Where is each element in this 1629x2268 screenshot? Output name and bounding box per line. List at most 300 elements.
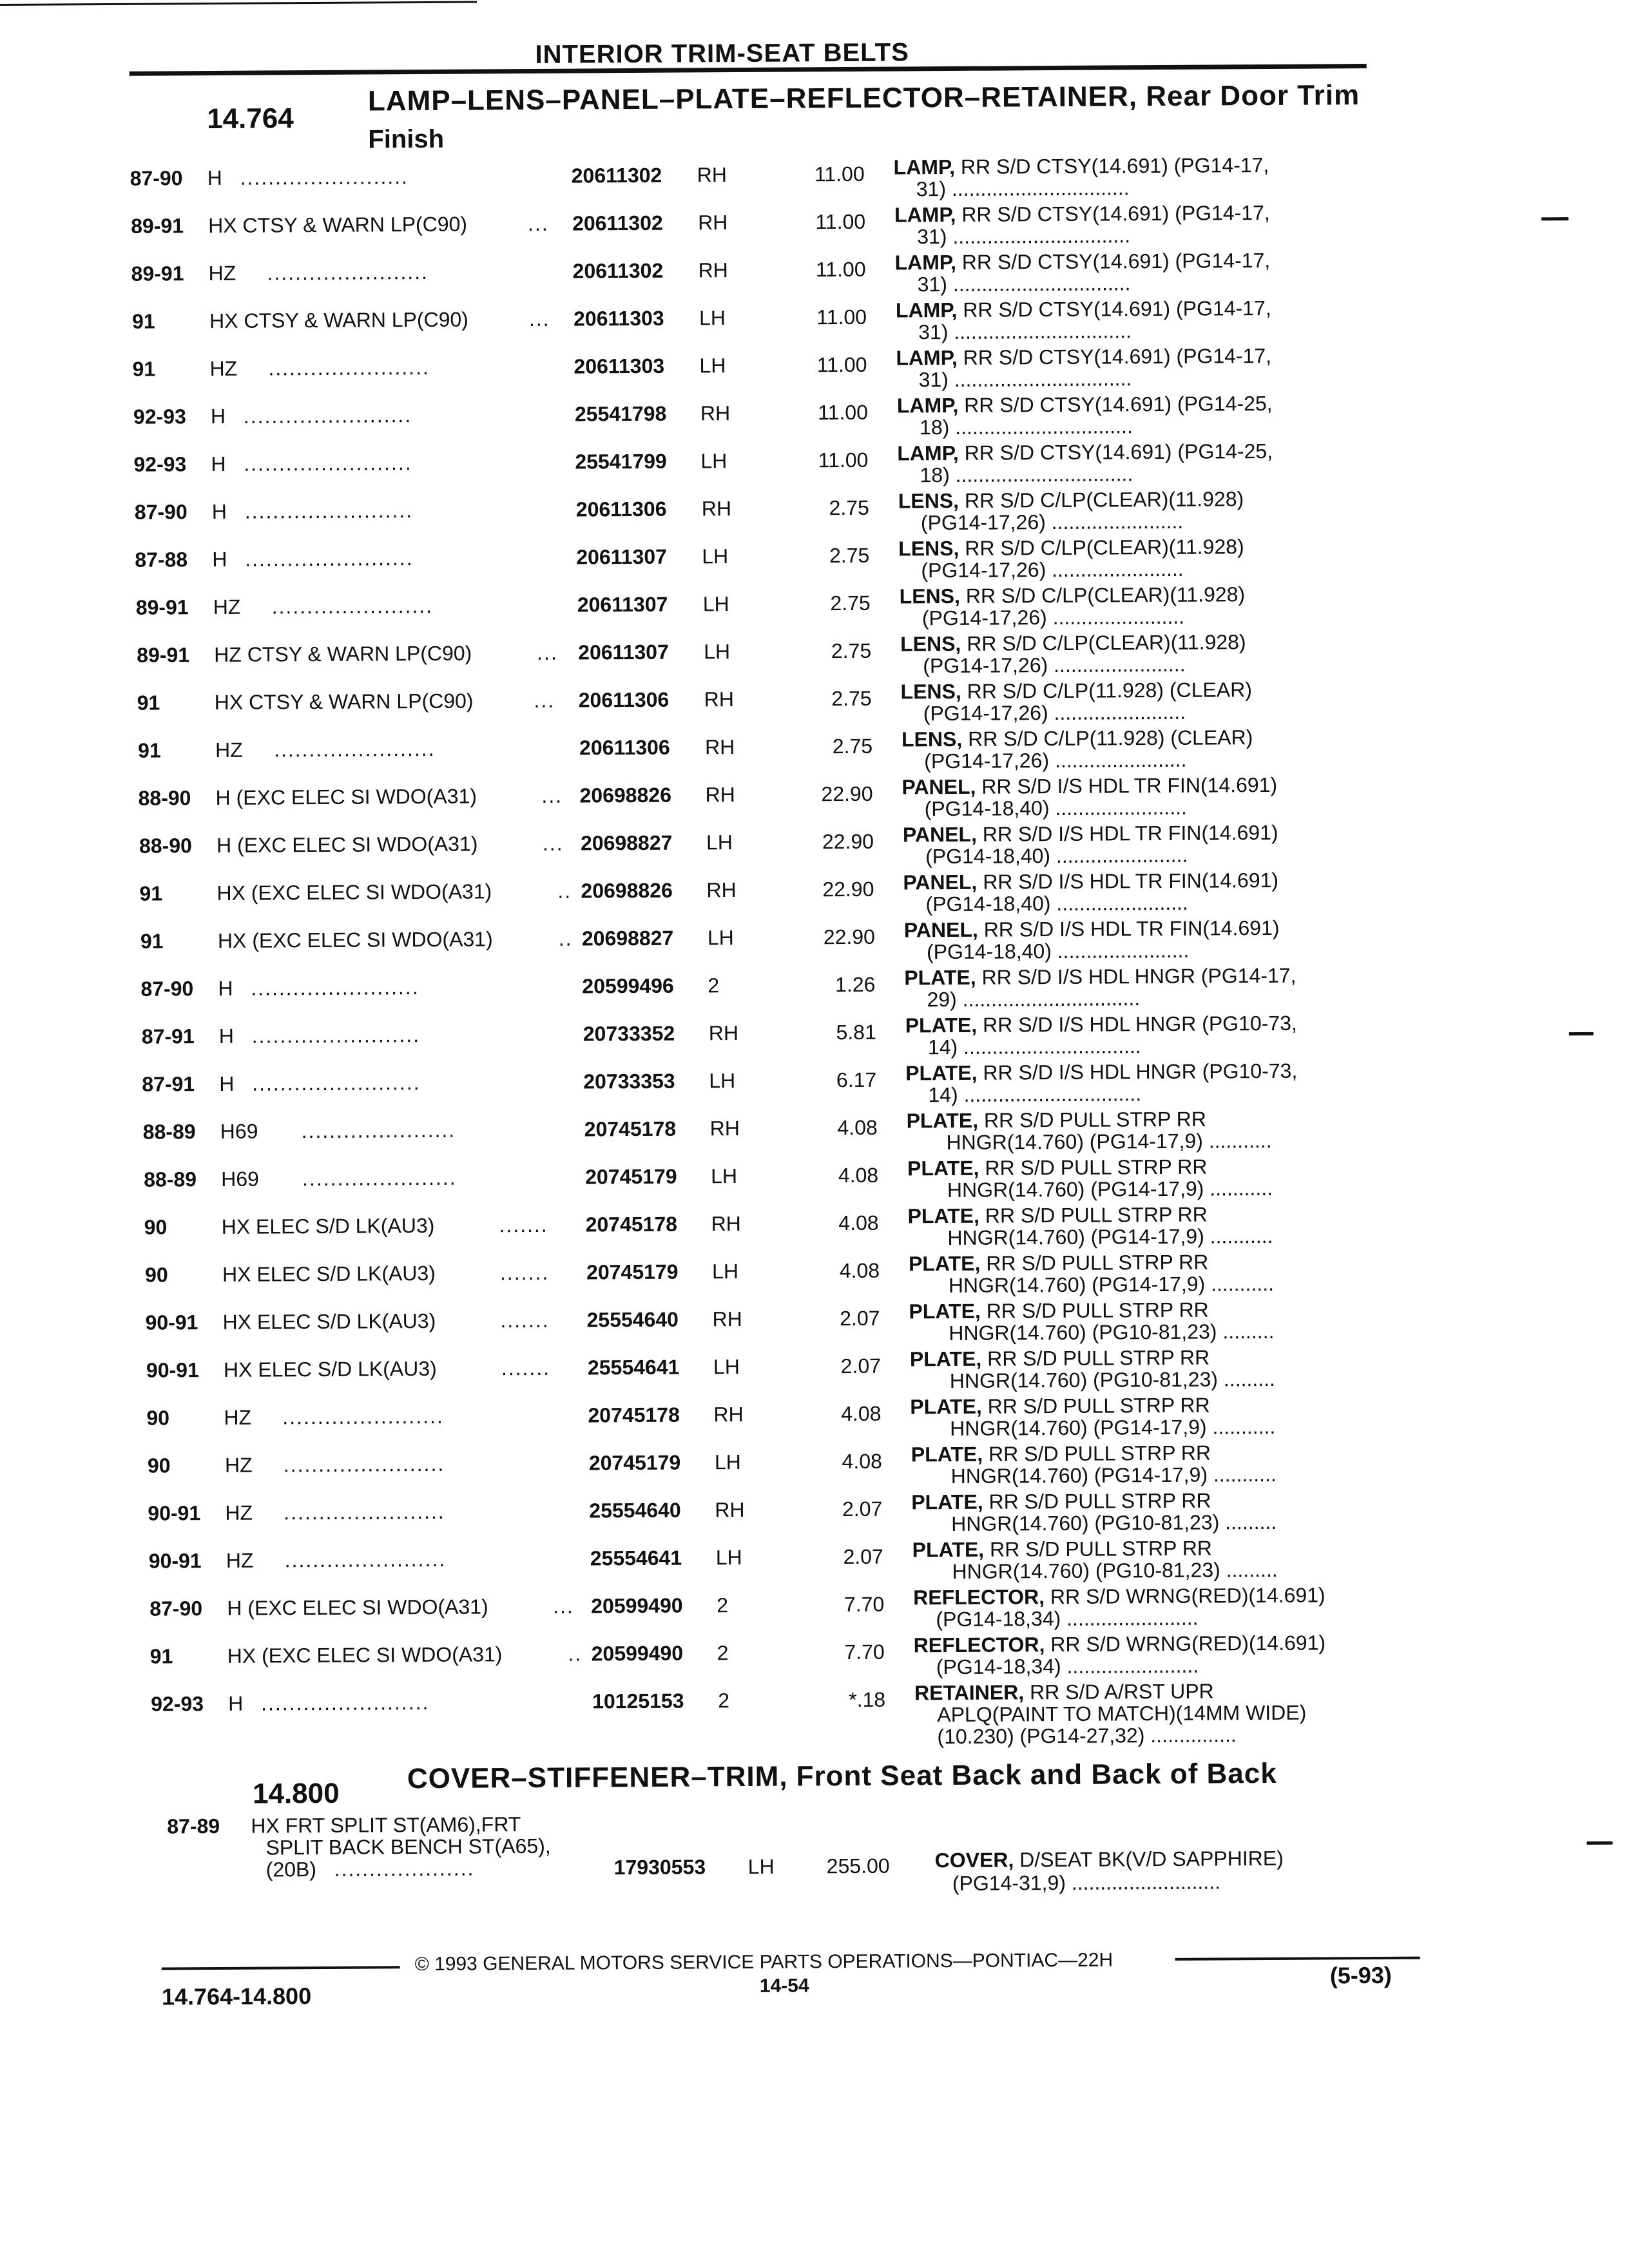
parts-row <box>7 1200 1629 1256</box>
price: 2.75 <box>830 591 871 615</box>
parts-row <box>6 962 1629 1018</box>
model-code: HX CTSY & WARN LP(C90) <box>209 307 469 333</box>
description-text: RR S/D PULL STRP RR <box>983 1441 1211 1466</box>
parts-row <box>6 914 1629 970</box>
parts-row <box>10 1534 1629 1590</box>
dot-leader: ... <box>546 1594 574 1618</box>
description-keyword: PANEL, <box>902 822 978 847</box>
price: 1.26 <box>834 972 876 997</box>
year-range: 88-90 <box>139 834 192 858</box>
year-range: 90 <box>147 1454 171 1477</box>
parts-row <box>5 819 1629 875</box>
model-code: H <box>212 547 227 572</box>
part-number: 20611307 <box>578 640 669 664</box>
dot-leader: ....................... <box>277 1547 447 1572</box>
quantity: RH <box>713 1402 744 1427</box>
model-code: HZ <box>209 356 238 381</box>
part-number: 25554640 <box>586 1307 679 1332</box>
description-line: 31) ............................... <box>918 319 1132 344</box>
model-code: HZ <box>224 1405 252 1429</box>
description-keyword: PLATE, <box>907 1156 979 1180</box>
model-code: HZ <box>225 1501 253 1524</box>
description-text: RR S/D CTSY(14.691) (PG14-17, <box>957 296 1271 322</box>
description-text: RR S/D A/RST UPR <box>1024 1679 1214 1704</box>
dot-leader: ........................ <box>254 1690 430 1715</box>
quantity: LH <box>702 544 729 568</box>
model-code: HX (EXC ELEC SI WDO(A31) <box>217 927 493 952</box>
price: 2.07 <box>843 1544 883 1569</box>
part-number: 20733353 <box>583 1069 675 1093</box>
description-line: HNGR(14.760) (PG14-17,9) ........... <box>933 1462 1277 1488</box>
model-code: HX ELEC S/D LK(AU3) <box>222 1261 436 1286</box>
part-number: 25554640 <box>589 1498 681 1523</box>
quantity: LH <box>699 354 726 378</box>
dot-leader: .. <box>550 879 572 903</box>
section-subtitle: Finish <box>368 124 445 154</box>
year-range: 91 <box>138 738 161 762</box>
description-text: RR S/D PULL STRP RR <box>979 1155 1208 1180</box>
description-line <box>897 439 1273 466</box>
description-text: RR S/D PULL STRP RR <box>983 1488 1211 1514</box>
part-number: 20611302 <box>572 258 664 283</box>
price: 22.90 <box>822 829 874 854</box>
quantity: LH <box>704 640 731 664</box>
dot-leader: ........................ <box>245 1071 421 1095</box>
model-code: HZ <box>215 738 243 762</box>
dot-leader: ... <box>526 688 555 713</box>
description-keyword: PANEL, <box>903 870 978 894</box>
year-range: 90 <box>144 1263 168 1287</box>
year-range: 90 <box>144 1215 168 1239</box>
description-text: RR S/D PULL STRP RR <box>980 1250 1209 1275</box>
quantity: LH <box>709 1069 736 1093</box>
description-line: (PG14-17,26) ....................... <box>921 604 1185 630</box>
description-line: HNGR(14.760) (PG14-17,9) ........... <box>931 1271 1275 1298</box>
dot-leader: ...................... <box>295 1166 457 1191</box>
part-number: 20611303 <box>573 306 664 331</box>
description-keyword: PANEL, <box>903 918 978 942</box>
description-line: APLQ(PAINT TO MATCH)(14MM WIDE) <box>937 1700 1307 1727</box>
description-keyword: LENS, <box>901 727 963 751</box>
description-keyword: REFLECTOR, <box>913 1633 1045 1657</box>
description-line: 14) ............................... <box>928 1082 1142 1107</box>
description-keyword: LENS, <box>899 584 961 608</box>
parts-row <box>3 485 1629 541</box>
dot-leader: ........................ <box>237 499 414 523</box>
price: 2.75 <box>831 686 872 711</box>
description-keyword: LAMP, <box>897 441 959 465</box>
model-code: HX ELEC S/D LK(AU3) <box>223 1356 437 1381</box>
description-text: RR S/D I/S HDL TR FIN(14.691) <box>977 868 1279 894</box>
description-line <box>904 964 1296 990</box>
description-text: RR S/D I/S HDL HNGR (PG10-73, <box>977 1011 1297 1037</box>
dot-leader: ...................... <box>294 1118 456 1143</box>
part-number: 20745179 <box>586 1260 679 1284</box>
part-number: 20745178 <box>584 1117 677 1141</box>
description-keyword: PLATE, <box>904 965 976 990</box>
part-number: 25554641 <box>590 1546 682 1570</box>
description-text: RR S/D C/LP(11.928) (CLEAR) <box>961 678 1253 703</box>
year-range: 89-91 <box>135 595 189 619</box>
description-text: RR S/D CTSY(14.691) (PG14-17, <box>954 153 1269 178</box>
description-line <box>894 153 1269 180</box>
model-code: H <box>211 499 227 524</box>
footer-page-number: 14-54 <box>759 1975 809 1997</box>
description-line <box>913 1583 1325 1610</box>
footer-revision: (5-93) <box>1329 1961 1392 1989</box>
description-text: RR S/D C/LP(CLEAR)(11.928) <box>959 535 1244 560</box>
price: 6.17 <box>836 1068 877 1092</box>
quantity: LH <box>706 831 733 854</box>
quantity: RH <box>705 783 735 807</box>
dot-leader: ....... <box>492 1213 548 1237</box>
dot-leader: .. <box>561 1642 583 1666</box>
quantity: LH <box>714 1450 741 1474</box>
parts-row <box>3 437 1629 494</box>
model-code: H <box>228 1691 244 1715</box>
section-number: 14.800 <box>252 1777 340 1810</box>
description-keyword: PLATE, <box>912 1537 985 1562</box>
price: 2.75 <box>829 495 869 520</box>
description-line <box>905 1059 1297 1086</box>
description-line <box>896 344 1271 370</box>
year-range: 87-90 <box>140 977 194 1001</box>
dot-leader: ........................ <box>233 165 409 189</box>
dot-leader: ... <box>521 211 549 236</box>
parts-row <box>7 1153 1629 1209</box>
description-line: HNGR(14.760) (PG14-17,9) ........... <box>930 1176 1273 1202</box>
model-line: HX FRT SPLIT ST(AM6),FRT <box>251 1812 521 1838</box>
quantity: LH <box>699 306 726 330</box>
description-text: RR S/D C/LP(CLEAR)(11.928) <box>961 630 1246 655</box>
description-line <box>898 535 1244 561</box>
quantity: 2 <box>717 1641 729 1665</box>
dot-leader: ... <box>534 783 563 807</box>
description-keyword: PLATE, <box>911 1490 983 1514</box>
price: 2.75 <box>831 639 872 663</box>
part-number: 20611302 <box>572 211 663 235</box>
parts-row <box>5 771 1629 827</box>
description-line: 14) ............................... <box>927 1034 1141 1059</box>
description-text: RR S/D C/LP(11.928) (CLEAR) <box>962 726 1253 751</box>
description-line: (PG14-17,26) ....................... <box>923 652 1186 678</box>
description-line <box>903 821 1278 847</box>
part-number: 25541798 <box>574 401 667 426</box>
year-range: 87-91 <box>142 1072 195 1096</box>
price: 7.70 <box>843 1592 885 1617</box>
part-number: 20745179 <box>585 1164 677 1189</box>
model-code: HZ <box>208 261 236 285</box>
description-text: RR S/D C/LP(CLEAR)(11.928) <box>958 487 1244 512</box>
price: 4.08 <box>838 1163 879 1187</box>
parts-row <box>10 1629 1629 1686</box>
part-number: 20611307 <box>576 544 668 569</box>
price: 2.07 <box>840 1354 882 1378</box>
description-text: RR S/D PULL STRP RR <box>981 1345 1210 1370</box>
parts-row <box>9 1486 1629 1542</box>
description-keyword: LAMP, <box>896 393 959 418</box>
description-text: D/SEAT BK(V/D SAPPHIRE) <box>1014 1846 1284 1872</box>
description-keyword: LAMP, <box>894 202 956 227</box>
model-code: HX (EXC ELEC SI WDO(A31) <box>217 879 492 905</box>
description-keyword: LENS, <box>898 488 959 513</box>
year-range: 87-90 <box>134 500 188 524</box>
model-code: HX CTSY & WARN LP(C90) <box>214 689 474 714</box>
dot-leader: ....................... <box>260 260 429 285</box>
model-code: H (EXC ELEC SI WDO(A31) <box>216 832 478 857</box>
year-range: 89-91 <box>137 643 190 667</box>
part-number: 20611307 <box>577 592 668 617</box>
margin-mark <box>1587 1841 1613 1845</box>
price: 4.08 <box>838 1211 879 1235</box>
description-line: (PG14-18,40) ....................... <box>925 843 1188 869</box>
description-keyword: LENS, <box>898 536 959 561</box>
quantity: RH <box>712 1307 742 1331</box>
quantity: LH <box>711 1164 738 1188</box>
dot-leader: ........................ <box>244 1023 421 1048</box>
year-range: 90-91 <box>146 1358 199 1382</box>
description-text: RR S/D I/S HDL TR FIN(14.691) <box>976 820 1278 846</box>
dot-leader: ... <box>530 640 558 664</box>
description-text: RR S/D I/S HDL HNGR (PG10-73, <box>977 1059 1298 1084</box>
parts-row <box>2 342 1629 398</box>
dot-leader: ... <box>521 307 550 331</box>
quantity: RH <box>708 1021 739 1045</box>
description-line <box>898 487 1244 513</box>
year-range: 89-91 <box>131 262 184 285</box>
year-range: 87-89 <box>167 1814 220 1838</box>
part-number: 17930553 <box>613 1855 706 1879</box>
quantity: 2 <box>717 1593 729 1617</box>
quantity: RH <box>704 735 735 759</box>
part-number: 20611303 <box>574 354 665 378</box>
model-code: H <box>210 404 226 428</box>
price: 255.00 <box>826 1854 890 1878</box>
parts-row <box>1 151 1629 207</box>
parts-row <box>7 1105 1629 1161</box>
quantity: RH <box>701 497 732 521</box>
year-range: 91 <box>131 309 155 333</box>
dot-leader: ....................... <box>276 1452 445 1477</box>
part-number: 20599490 <box>591 1593 683 1618</box>
description-text: RR S/D I/S HDL TR FIN(14.691) <box>978 916 1280 941</box>
part-number: 20698826 <box>581 878 673 903</box>
description-line: (PG14-18,40) ....................... <box>924 795 1188 821</box>
year-range: 91 <box>139 881 163 905</box>
parts-row <box>1 199 1629 255</box>
description-line: (PG14-18,40) ....................... <box>925 890 1188 916</box>
dot-leader: ....................... <box>275 1404 444 1429</box>
description-keyword: PLATE, <box>905 1013 978 1037</box>
model-code: HZ <box>226 1548 254 1572</box>
dot-leader: ....... <box>494 1356 551 1380</box>
parts-row <box>1 247 1629 303</box>
dot-leader: ........................ <box>236 403 412 428</box>
quantity: RH <box>697 163 728 187</box>
year-range: 90-91 <box>148 1549 202 1573</box>
description-line: 31) ............................... <box>916 176 1130 201</box>
quantity: 2 <box>708 974 720 997</box>
quantity: LH <box>700 449 728 473</box>
model-line: SPLIT BACK BENCH ST(A65), <box>265 1834 551 1860</box>
description-line: 31) ............................... <box>917 271 1131 296</box>
description-line <box>903 869 1278 895</box>
footer-range: 14.764-14.800 <box>161 1983 312 2010</box>
description-line: HNGR(14.760) (PG10-81,23) ......... <box>932 1367 1275 1393</box>
parts-row <box>2 294 1629 351</box>
description-line <box>905 1012 1297 1038</box>
part-number: 20611306 <box>575 497 667 521</box>
year-range: 91 <box>132 357 156 381</box>
quantity: RH <box>709 1117 740 1140</box>
year-range: 87-91 <box>141 1024 195 1048</box>
description-line: 29) ............................... <box>927 986 1141 1012</box>
parts-row <box>3 533 1629 589</box>
description-line <box>900 630 1246 656</box>
dot-leader: ........................ <box>236 451 412 476</box>
year-range: 92-93 <box>133 405 186 428</box>
description-line <box>901 773 1277 800</box>
model-code: HX (EXC ELEC SI WDO(A31) <box>227 1642 503 1667</box>
description-line: (PG14-18,34) ....................... <box>936 1606 1199 1631</box>
description-keyword: LENS, <box>900 679 961 704</box>
price: 11.00 <box>816 352 867 377</box>
section-title: LAMP–LENS–PANEL–PLATE–REFLECTOR–RETAINER, Rear Door Trim <box>367 79 1360 117</box>
parts-row-cover <box>11 1801 1629 1907</box>
quantity: LH <box>707 926 734 950</box>
part-number: 20599496 <box>582 974 674 998</box>
model-code: H <box>218 976 233 1000</box>
description-line <box>914 1631 1326 1657</box>
parts-row <box>10 1582 1629 1638</box>
description-keyword: COVER, <box>934 1848 1014 1872</box>
description-keyword: PLATE, <box>906 1108 979 1133</box>
quantity: 2 <box>718 1689 730 1713</box>
description-text: RR S/D C/LP(CLEAR)(11.928) <box>959 582 1246 608</box>
model-code: HZ <box>224 1453 253 1477</box>
part-number: 20611306 <box>579 735 670 760</box>
description-keyword: PLATE, <box>911 1442 983 1466</box>
description-line <box>935 1847 1284 1872</box>
model-line: (20B) <box>265 1858 317 1881</box>
description-keyword: LAMP, <box>894 250 957 274</box>
description-line <box>900 678 1252 704</box>
dot-leader: ....... <box>492 1260 550 1285</box>
price: *.18 <box>849 1687 886 1712</box>
description-line <box>897 392 1273 418</box>
dot-leader: ... <box>535 831 564 855</box>
price: 11.00 <box>816 305 867 329</box>
price: 22.90 <box>821 782 873 806</box>
description-text: RR S/D PULL STRP RR <box>980 1298 1209 1323</box>
part-number: 20698827 <box>580 831 673 855</box>
description-keyword: PANEL, <box>901 774 976 799</box>
year-range: 88-90 <box>138 786 191 810</box>
model-code: H <box>207 166 222 190</box>
margin-mark <box>1569 1032 1594 1035</box>
year-range: 92-93 <box>151 1692 204 1716</box>
quantity: RH <box>715 1497 745 1522</box>
footer-rule-right <box>1175 1957 1420 1961</box>
parts-row <box>6 1010 1629 1066</box>
description-text: RR S/D I/S HDL HNGR (PG14-17, <box>976 963 1296 989</box>
description-text: RR S/D CTSY(14.691) (PG14-17, <box>956 200 1270 226</box>
description-keyword: REFLECTOR, <box>913 1585 1045 1610</box>
price: 4.08 <box>839 1258 880 1283</box>
description-keyword: PLATE, <box>908 1251 981 1276</box>
quantity: LH <box>715 1546 742 1570</box>
model-code: HX ELEC S/D LK(AU3) <box>222 1309 436 1334</box>
description-keyword: PLATE, <box>909 1347 982 1371</box>
description-line: 31) ............................... <box>918 367 1132 392</box>
description-text: RR S/D CTSY(14.691) (PG14-17, <box>957 343 1272 369</box>
description-line: (PG14-17,26) ....................... <box>920 509 1184 535</box>
part-number: 20599490 <box>591 1641 684 1666</box>
price: 4.08 <box>841 1401 882 1426</box>
dot-leader: ........................ <box>244 975 419 1000</box>
description-line: HNGR(14.760) (PG14-17,9) ........... <box>932 1414 1276 1441</box>
description-line: (PG14-18,34) ....................... <box>936 1653 1199 1679</box>
dot-leader: .. <box>551 927 573 950</box>
description-line: (PG14-18,40) ....................... <box>926 938 1190 964</box>
parts-row <box>4 676 1629 732</box>
description-line: (PG14-17,26) ....................... <box>924 747 1187 773</box>
price: 2.75 <box>829 543 870 568</box>
description-line: 18) ............................... <box>919 414 1133 439</box>
dot-leader: ....... <box>493 1308 550 1332</box>
quantity: RH <box>698 211 728 235</box>
description-text: RR S/D PULL STRP RR <box>984 1536 1213 1561</box>
quantity: RH <box>698 258 728 282</box>
dot-leader: ....................... <box>267 736 436 762</box>
description-line <box>901 726 1253 751</box>
part-number: 20698827 <box>581 926 674 950</box>
description-line: 18) ............................... <box>920 462 1133 487</box>
quantity: LH <box>747 1854 775 1878</box>
description-text: RR S/D PULL STRP RR <box>979 1202 1208 1227</box>
description-keyword: PLATE, <box>909 1299 981 1323</box>
year-range: 92-93 <box>133 452 187 476</box>
price: 22.90 <box>823 925 876 949</box>
quantity: LH <box>702 592 729 616</box>
description-keyword: PLATE, <box>910 1394 982 1419</box>
quantity: RH <box>706 878 737 902</box>
description-line: (PG14-17,26) ....................... <box>923 700 1186 726</box>
parts-row <box>4 628 1629 684</box>
model-code: H <box>219 1072 235 1095</box>
year-range: 87-88 <box>135 548 188 572</box>
parts-row <box>8 1248 1629 1304</box>
year-range: 91 <box>149 1644 173 1668</box>
description-text: RR S/D PULL STRP RR <box>978 1107 1207 1132</box>
quantity: RH <box>704 687 734 711</box>
quantity: RH <box>711 1212 741 1236</box>
model-code: H (EXC ELEC SI WDO(A31) <box>215 784 477 809</box>
description-keyword: PLATE, <box>905 1061 978 1085</box>
description-keyword: RETAINER, <box>914 1680 1025 1705</box>
description-line: (PG14-31,9) .......................... <box>952 1870 1221 1896</box>
year-range: 88-89 <box>142 1120 196 1144</box>
price: 2.07 <box>840 1306 880 1331</box>
parts-row <box>8 1343 1629 1399</box>
description-line: (10.230) (PG14-27,32) ............... <box>937 1723 1237 1749</box>
parts-row <box>9 1439 1629 1495</box>
description-line <box>894 249 1270 275</box>
section-number: 14.764 <box>206 102 294 135</box>
dot-leader: ........................ <box>238 546 414 571</box>
year-range: 90-91 <box>148 1501 201 1525</box>
price: 11.00 <box>818 400 869 425</box>
